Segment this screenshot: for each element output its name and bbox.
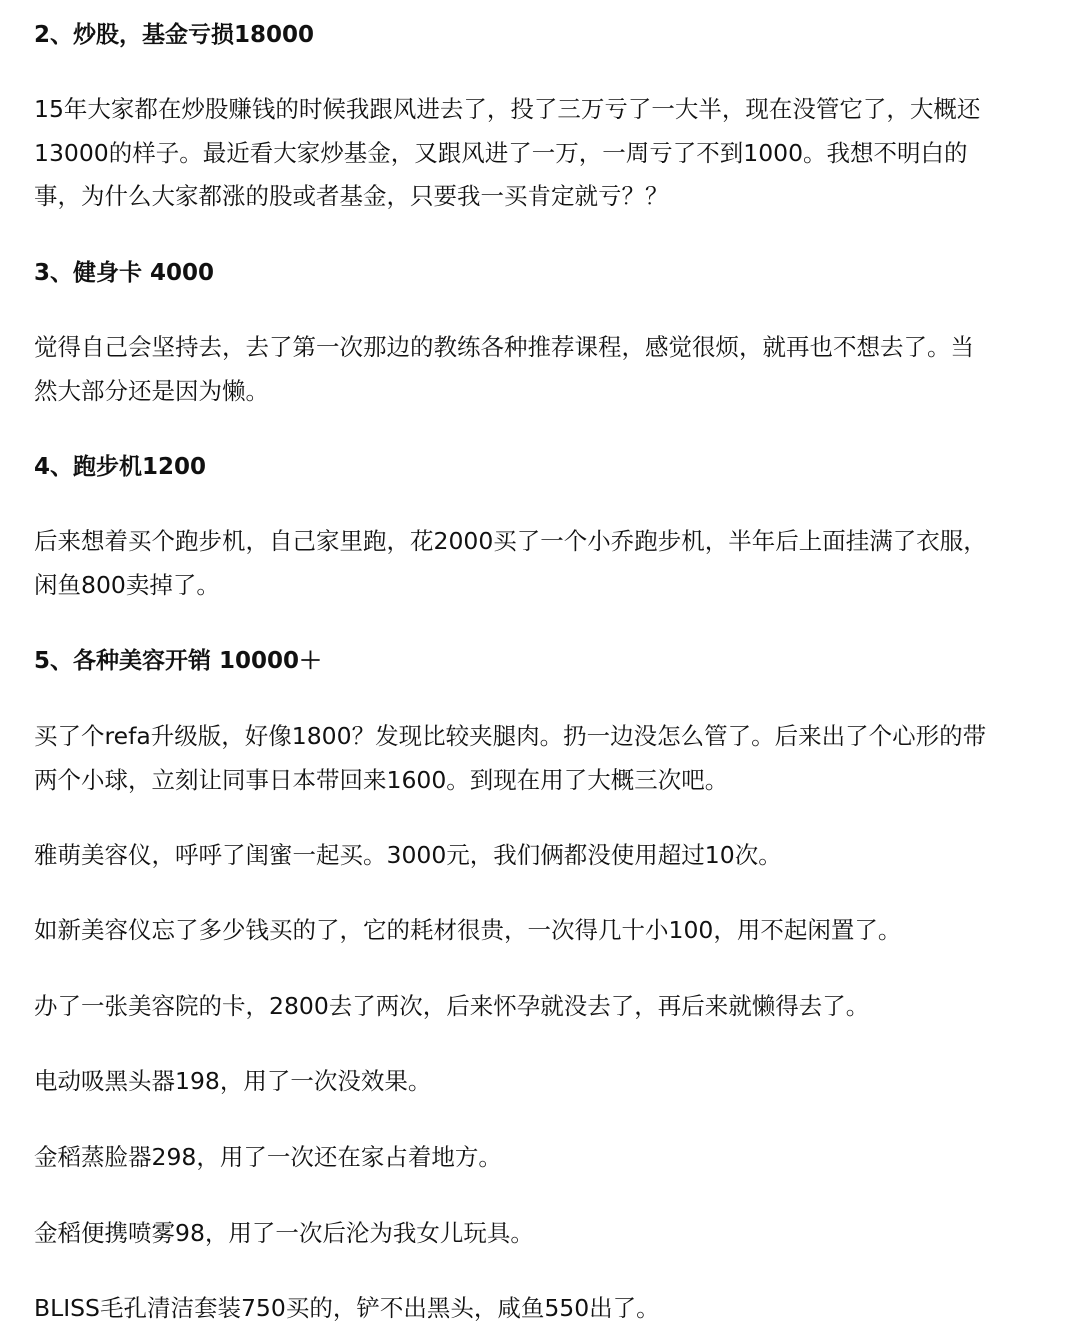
paragraph-line: 闲鱼800卖掉了。 — [34, 570, 220, 599]
paragraph-line: 电动吸黑头器198，用了一次没效果。 — [34, 1067, 432, 1095]
paragraph-line: 13000的样子。最近看大家炒基金，又跟风进了一万，一周亏了不到1000。我想不明白的 — [34, 138, 968, 167]
paragraph-stocks — [34, 88, 1046, 219]
paragraph-line: 如新美容仪忘了多少钱买的了，它的耗材很贵，一次得几十小100，用不起闲置了。 — [34, 916, 902, 944]
paragraph-line: 15年大家都在炒股赚钱的时候我跟风进去了，投了三万亏了一大半，现在没管它了，大概还 — [34, 95, 981, 123]
section-heading-gym-card: 3、健身卡 4000 — [34, 260, 215, 286]
paragraph-refa — [34, 715, 1046, 802]
paragraph-line: 办了一张美容院的卡，2800去了两次，后来怀孕就没去了，再后来就懒得去了。 — [34, 992, 870, 1020]
paragraph-mist-sprayer — [34, 1212, 1046, 1256]
paragraph-nuskin — [34, 909, 1046, 953]
section-heading-beauty: 5、各种美容开销 10000＋ — [34, 648, 323, 674]
paragraph-yaman — [34, 834, 1046, 878]
paragraph-salon-card — [34, 985, 1046, 1029]
paragraph-line: 两个小球，立刻让同事日本带回来1600。到现在用了大概三次吧。 — [34, 765, 729, 794]
paragraph-line: 金稻蒸脸器298，用了一次还在家占着地方。 — [34, 1143, 502, 1171]
paragraph-bliss-kit — [34, 1287, 1046, 1331]
paragraph-line: 后来想着买个跑步机，自己家里跑，花2000买了一个小乔跑步机，半年后上面挂满了衣服， — [34, 527, 987, 555]
section-heading-stocks: 2、炒股，基金亏损18000 — [34, 22, 315, 48]
paragraph-line: BLISS毛孔清洁套装750买的，铲不出黑头，咸鱼550出了。 — [34, 1294, 660, 1322]
paragraph-line: 然大部分还是因为懒。 — [34, 376, 269, 405]
paragraph-line: 雅萌美容仪，呼呼了闺蜜一起买。3000元，我们俩都没使用超过10次。 — [34, 841, 782, 869]
paragraph-facial-steamer — [34, 1136, 1046, 1180]
paragraph-line: 金稻便携喷雾98，用了一次后沦为我女儿玩具。 — [34, 1219, 534, 1247]
section-heading-treadmill: 4、跑步机1200 — [34, 454, 207, 480]
paragraph-line: 事，为什么大家都涨的股或者基金，只要我一买肯定就亏？？ — [34, 182, 669, 210]
paragraph-line: 买了个refa升级版，好像1800？发现比较夹腿肉。扔一边没怎么管了。后来出了个心形的带 — [34, 722, 987, 750]
paragraph-blackhead-remover — [34, 1060, 1046, 1104]
paragraph-line: 觉得自己会坚持去，去了第一次那边的教练各种推荐课程，感觉很烦，就再也不想去了。当 — [34, 333, 974, 361]
paragraph-treadmill — [34, 520, 1046, 607]
paragraph-gym-card — [34, 326, 1046, 413]
